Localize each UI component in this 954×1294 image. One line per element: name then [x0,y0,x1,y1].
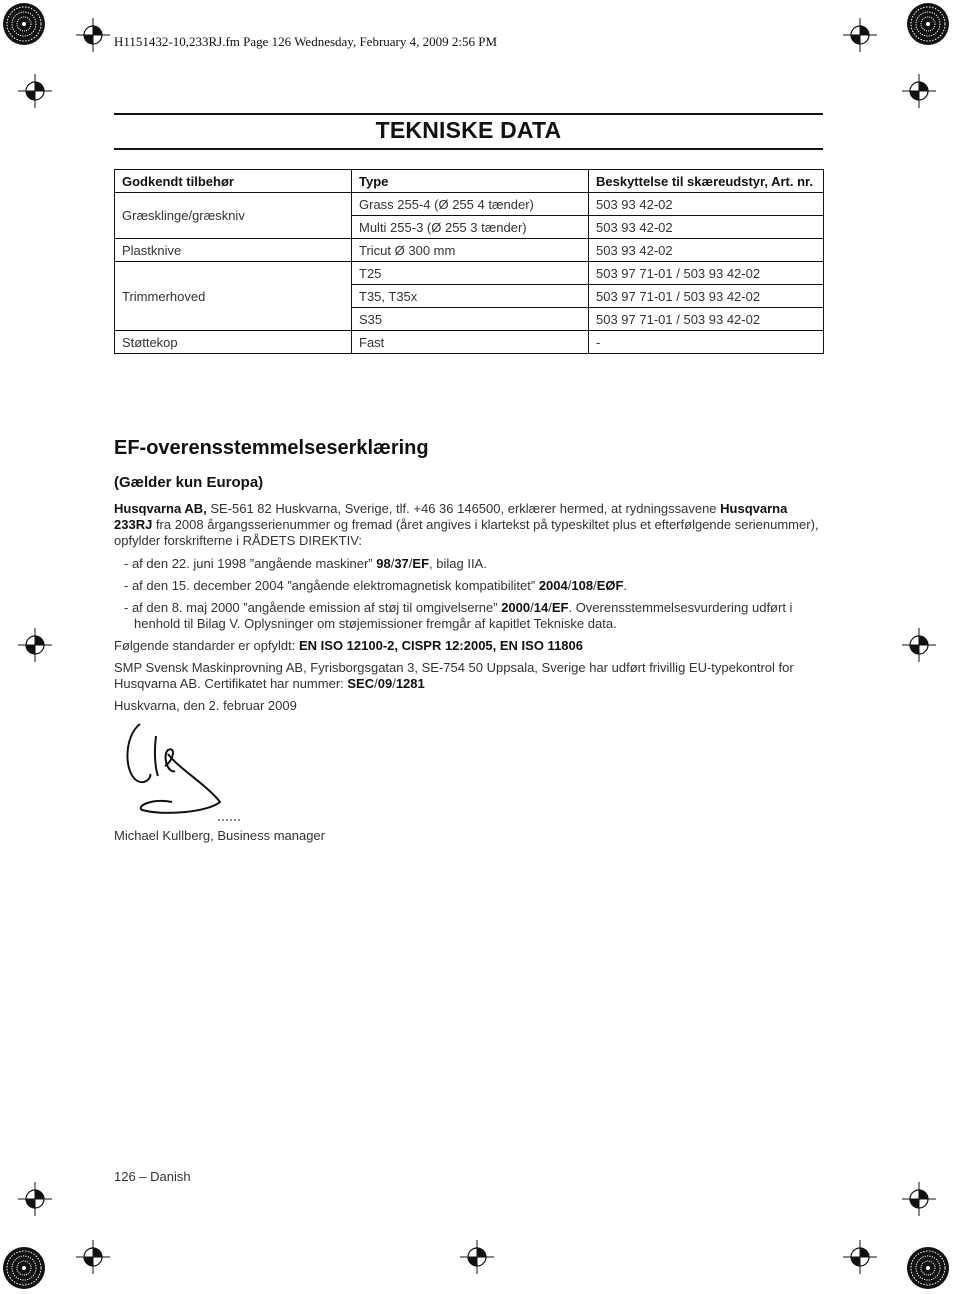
table-header-row [115,170,824,193]
registration-mark-icon [18,74,52,108]
signatory: Michael Kullberg, Business manager [114,828,325,843]
model-name: Husqvarna 233RJ [114,501,788,532]
directive-text: - af den 8. maj 2000 ”angående emission af støj til omgivelserne” [124,600,502,615]
directive-sep: / [390,556,395,571]
table-row [115,193,824,216]
directive-text: , bilag IIA. [429,556,487,571]
table-cell-artnr: 503 93 42-02 [589,239,824,262]
cert-number: SEC [347,676,375,691]
table-cell-artnr: 503 93 42-02 [589,193,824,216]
star-target-icon [906,2,950,46]
intro-text: fra 2008 årgangsserienummer og fremad (året angives i klartekst på typeskiltet plus et efterfølgende serienummer), opfylder forskrifterne i RÅDETS DIREKTIV: [114,517,819,548]
company-name: Husqvarna AB, [114,501,207,516]
standards-value: EN ISO 12100-2, CISPR 12:2005, EN ISO 11806 [299,638,583,653]
registration-mark-icon [902,628,936,662]
table-cell-category: Plastknive [115,239,352,262]
declaration-intro [114,501,826,549]
directive-code: 108 [571,578,594,593]
registration-mark-icon [18,628,52,662]
declaration-heading: EF-overensstemmelseserklæring [114,437,429,459]
registration-mark-icon [76,18,110,52]
table-cell-artnr: 503 93 42-02 [589,216,824,239]
directive-text: . [623,578,628,593]
smp-paragraph [114,660,826,692]
standards-label: Følgende standarder er opfyldt: [114,638,299,653]
table-cell-type: T35, T35x [352,285,589,308]
table-row [115,262,824,285]
table-cell-artnr: - [589,331,824,354]
table-cell-type: Grass 255-4 (Ø 255 4 tænder) [352,193,589,216]
directive-code: 98 [376,556,391,571]
directive-item [124,600,836,632]
signature-image [118,716,243,826]
cert-number: 1281 [395,676,425,691]
table-cell-category: Støttekop [115,331,352,354]
table-row [115,239,824,262]
table-cell-type: Tricut Ø 300 mm [352,239,589,262]
registration-mark-icon [902,1182,936,1216]
table-cell-artnr: 503 97 71-01 / 503 93 42-02 [589,285,824,308]
declaration-subheading: (Gælder kun Europa) [114,474,264,491]
star-target-icon [2,2,46,46]
table-row [115,331,824,354]
accessories-table [114,169,824,354]
title-rule-bottom [114,148,823,150]
directive-text: - af den 15. december 2004 ”angående elektromagnetisk kompatibilitet” [124,578,539,593]
directive-text: . Overensstemmelsesvurdering udført i henhold til Bilag V. Oplysninger om støjemissioner fremgår af kapitlet Tekniske data. [134,600,793,631]
table-cell-type: Fast [352,331,589,354]
registration-mark-icon [460,1240,494,1274]
table-header-cell: Beskyttelse til skæreudstyr, Art. nr. [589,170,824,193]
directive-sep: / [593,578,597,593]
table-cell-type: T25 [352,262,589,285]
directive-code: 37 [394,556,409,571]
file-header-line: H1151432-10,233RJ.fm Page 126 Wednesday, February 4, 2009 2:56 PM [114,34,498,49]
table-cell-type: Multi 255-3 (Ø 255 3 tænder) [352,216,589,239]
star-target-icon [906,1246,950,1290]
smp-text: SMP Svensk Maskinprovning AB, Fyrisborgsgatan 3, SE-754 50 Uppsala, Sverige har udført frivillig EU-typekontrol for Husqvarna AB. Certifikatet har nummer: [114,660,794,691]
title-rule-top [114,113,823,115]
directive-item [124,556,836,572]
directive-code: EF [551,600,569,615]
directive-sep: / [548,600,552,615]
registration-mark-icon [76,1240,110,1274]
directive-sep: / [567,578,572,593]
intro-text: SE-561 82 Huskvarna, Sverige, tlf. +46 36 146500, erklærer hermed, at rydningssavene [206,501,721,516]
table-cell-artnr: 503 97 71-01 / 503 93 42-02 [589,262,824,285]
directive-item [124,578,836,594]
table-cell-type: S35 [352,308,589,331]
page-footer: 126 – Danish [114,1169,191,1184]
directive-code: 2004 [538,578,568,593]
cert-sep: / [392,676,396,691]
table-cell-category: Græsklinge/græskniv [115,193,352,239]
cert-number: 09 [377,676,393,691]
cert-sep: / [374,676,378,691]
directive-code: 2000 [501,600,531,615]
table-header-cell: Type [352,170,589,193]
table-cell-artnr: 503 97 71-01 / 503 93 42-02 [589,308,824,331]
registration-mark-icon [843,1240,877,1274]
directive-text: - af den 22. juni 1998 ”angående maskiner” [124,556,377,571]
registration-mark-icon [902,74,936,108]
directive-code: EF [412,556,430,571]
registration-mark-icon [843,18,877,52]
table-cell-category: Trimmerhoved [115,262,352,331]
standards-line [114,638,826,654]
directive-code: EØF [596,578,624,593]
place-date: Huskvarna, den 2. februar 2009 [114,698,297,713]
directive-sep: / [408,556,413,571]
star-target-icon [2,1246,46,1290]
page-title: TEKNISKE DATA [375,117,562,143]
registration-mark-icon [18,1182,52,1216]
table-header-cell: Godkendt tilbehør [115,170,352,193]
directive-code: 14 [533,600,549,615]
directive-sep: / [530,600,534,615]
